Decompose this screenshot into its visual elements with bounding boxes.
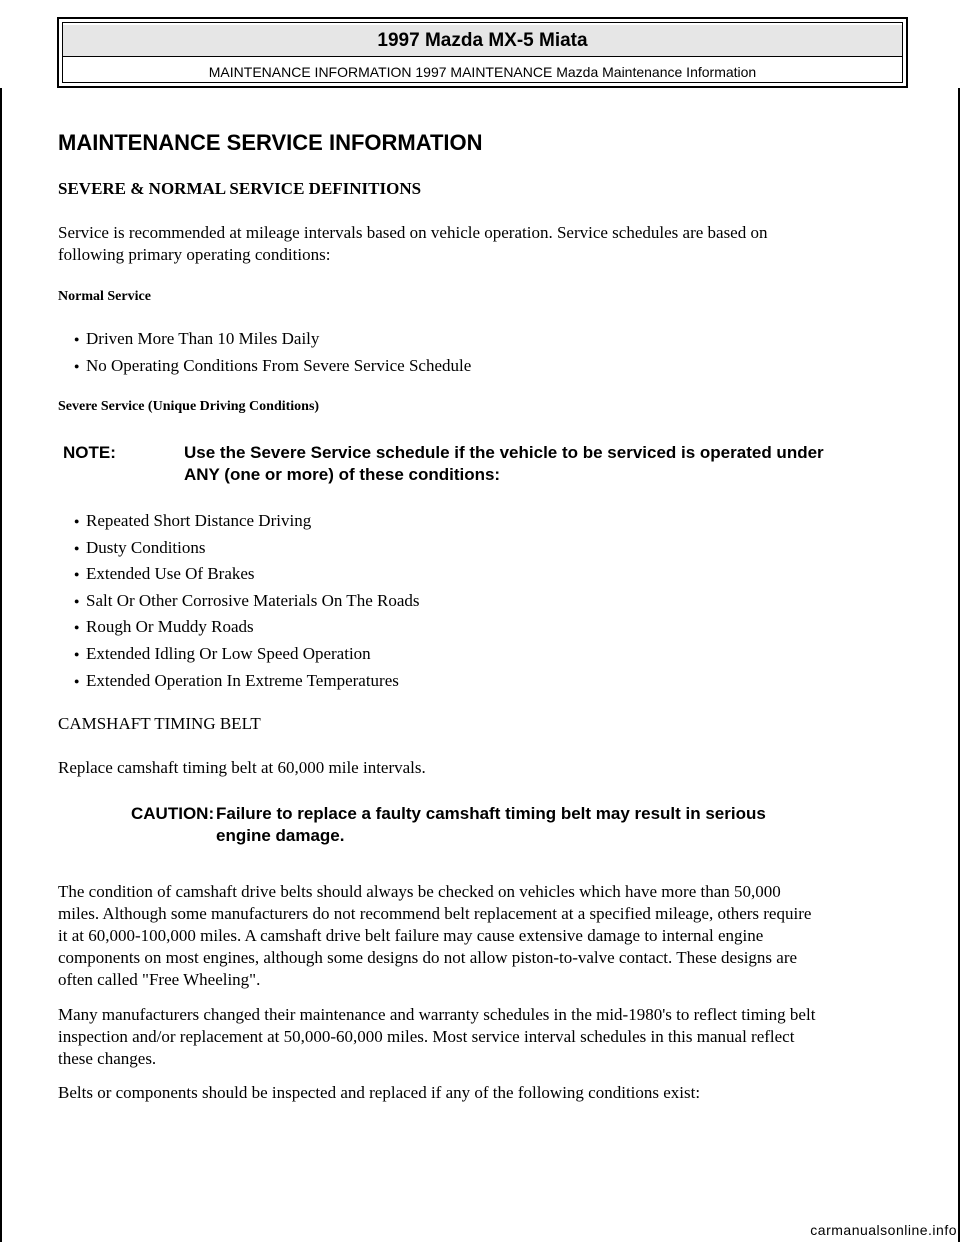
header-title: 1997 Mazda MX-5 Miata [63, 25, 902, 57]
list-item: ● Dusty Conditions [74, 537, 419, 564]
left-border [0, 88, 2, 1242]
list-item: ● No Operating Conditions From Severe Service Schedule [74, 355, 471, 382]
header-inner [62, 22, 903, 83]
list-item: ● Repeated Short Distance Driving [74, 510, 419, 537]
severe-service-list [74, 510, 419, 696]
caution-label: CAUTION: [131, 804, 215, 823]
list-item: ● Extended Operation In Extreme Temperatures [74, 670, 419, 697]
definitions-heading: SEVERE & NORMAL SERVICE DEFINITIONS [58, 179, 422, 198]
page-header [57, 17, 908, 88]
page-title: MAINTENANCE SERVICE INFORMATION [58, 130, 483, 155]
note-line-2: ANY (one or more) of these conditions: [184, 465, 501, 484]
paragraph-line: it at 60,000-100,000 miles. A camshaft drive belt failure may cause extensive damage to internal engine [58, 926, 764, 945]
paragraph-line: inspection and/or replacement at 50,000-60,000 miles. Most service interval schedules in this manual reflect [58, 1027, 795, 1046]
intro-line-1: Service is recommended at mileage intervals based on vehicle operation. Service schedules are based on [58, 223, 768, 242]
note-callout [63, 442, 913, 488]
list-item: ● Extended Use Of Brakes [74, 563, 419, 590]
list-item: ● Driven More Than 10 Miles Daily [74, 328, 471, 355]
paragraph-line: miles. Although some manufacturers do not recommend belt replacement at a specified mileage, others require [58, 904, 812, 923]
caution-line-2: engine damage. [216, 826, 345, 845]
paragraph-line: components on most engines, although some designs do not allow piston-to-valve contact. These designs are [58, 948, 798, 967]
watermark-text: carmanualsonline.info [810, 1222, 957, 1238]
header-subtitle: MAINTENANCE INFORMATION 1997 MAINTENANCE Mazda Maintenance Information [208, 64, 757, 80]
caution-callout [131, 803, 911, 849]
paragraph-3: Belts or components should be inspected and replaced if any of the following conditions exist: [58, 1083, 701, 1102]
paragraph-line: often called "Free Wheeling". [58, 970, 261, 989]
note-label: NOTE: [63, 443, 116, 462]
paragraph-1 [58, 881, 811, 991]
list-item: ● Rough Or Muddy Roads [74, 616, 419, 643]
camshaft-text: Replace camshaft timing belt at 60,000 mile intervals. [58, 758, 426, 777]
intro-line-2: following primary operating conditions: [58, 245, 331, 264]
camshaft-heading: CAMSHAFT TIMING BELT [58, 714, 261, 733]
paragraph-line: The condition of camshaft drive belts should always be checked on vehicles which have more than 50,000 [58, 882, 781, 901]
normal-service-heading: Normal Service [58, 289, 151, 304]
paragraph-line: Many manufacturers changed their maintenance and warranty schedules in the mid-1980's to reflect timing belt [58, 1005, 816, 1024]
paragraph-2 [58, 1004, 815, 1070]
note-line-1: Use the Severe Service schedule if the vehicle to be serviced is operated under [184, 443, 824, 462]
normal-service-list [74, 328, 471, 381]
list-item: ● Extended Idling Or Low Speed Operation [74, 643, 419, 670]
severe-service-heading: Severe Service (Unique Driving Conditions) [58, 399, 320, 414]
list-item: ● Salt Or Other Corrosive Materials On The Roads [74, 590, 419, 617]
paragraph-line: these changes. [58, 1049, 157, 1068]
caution-line-1: Failure to replace a faulty camshaft timing belt may result in serious [216, 804, 766, 823]
